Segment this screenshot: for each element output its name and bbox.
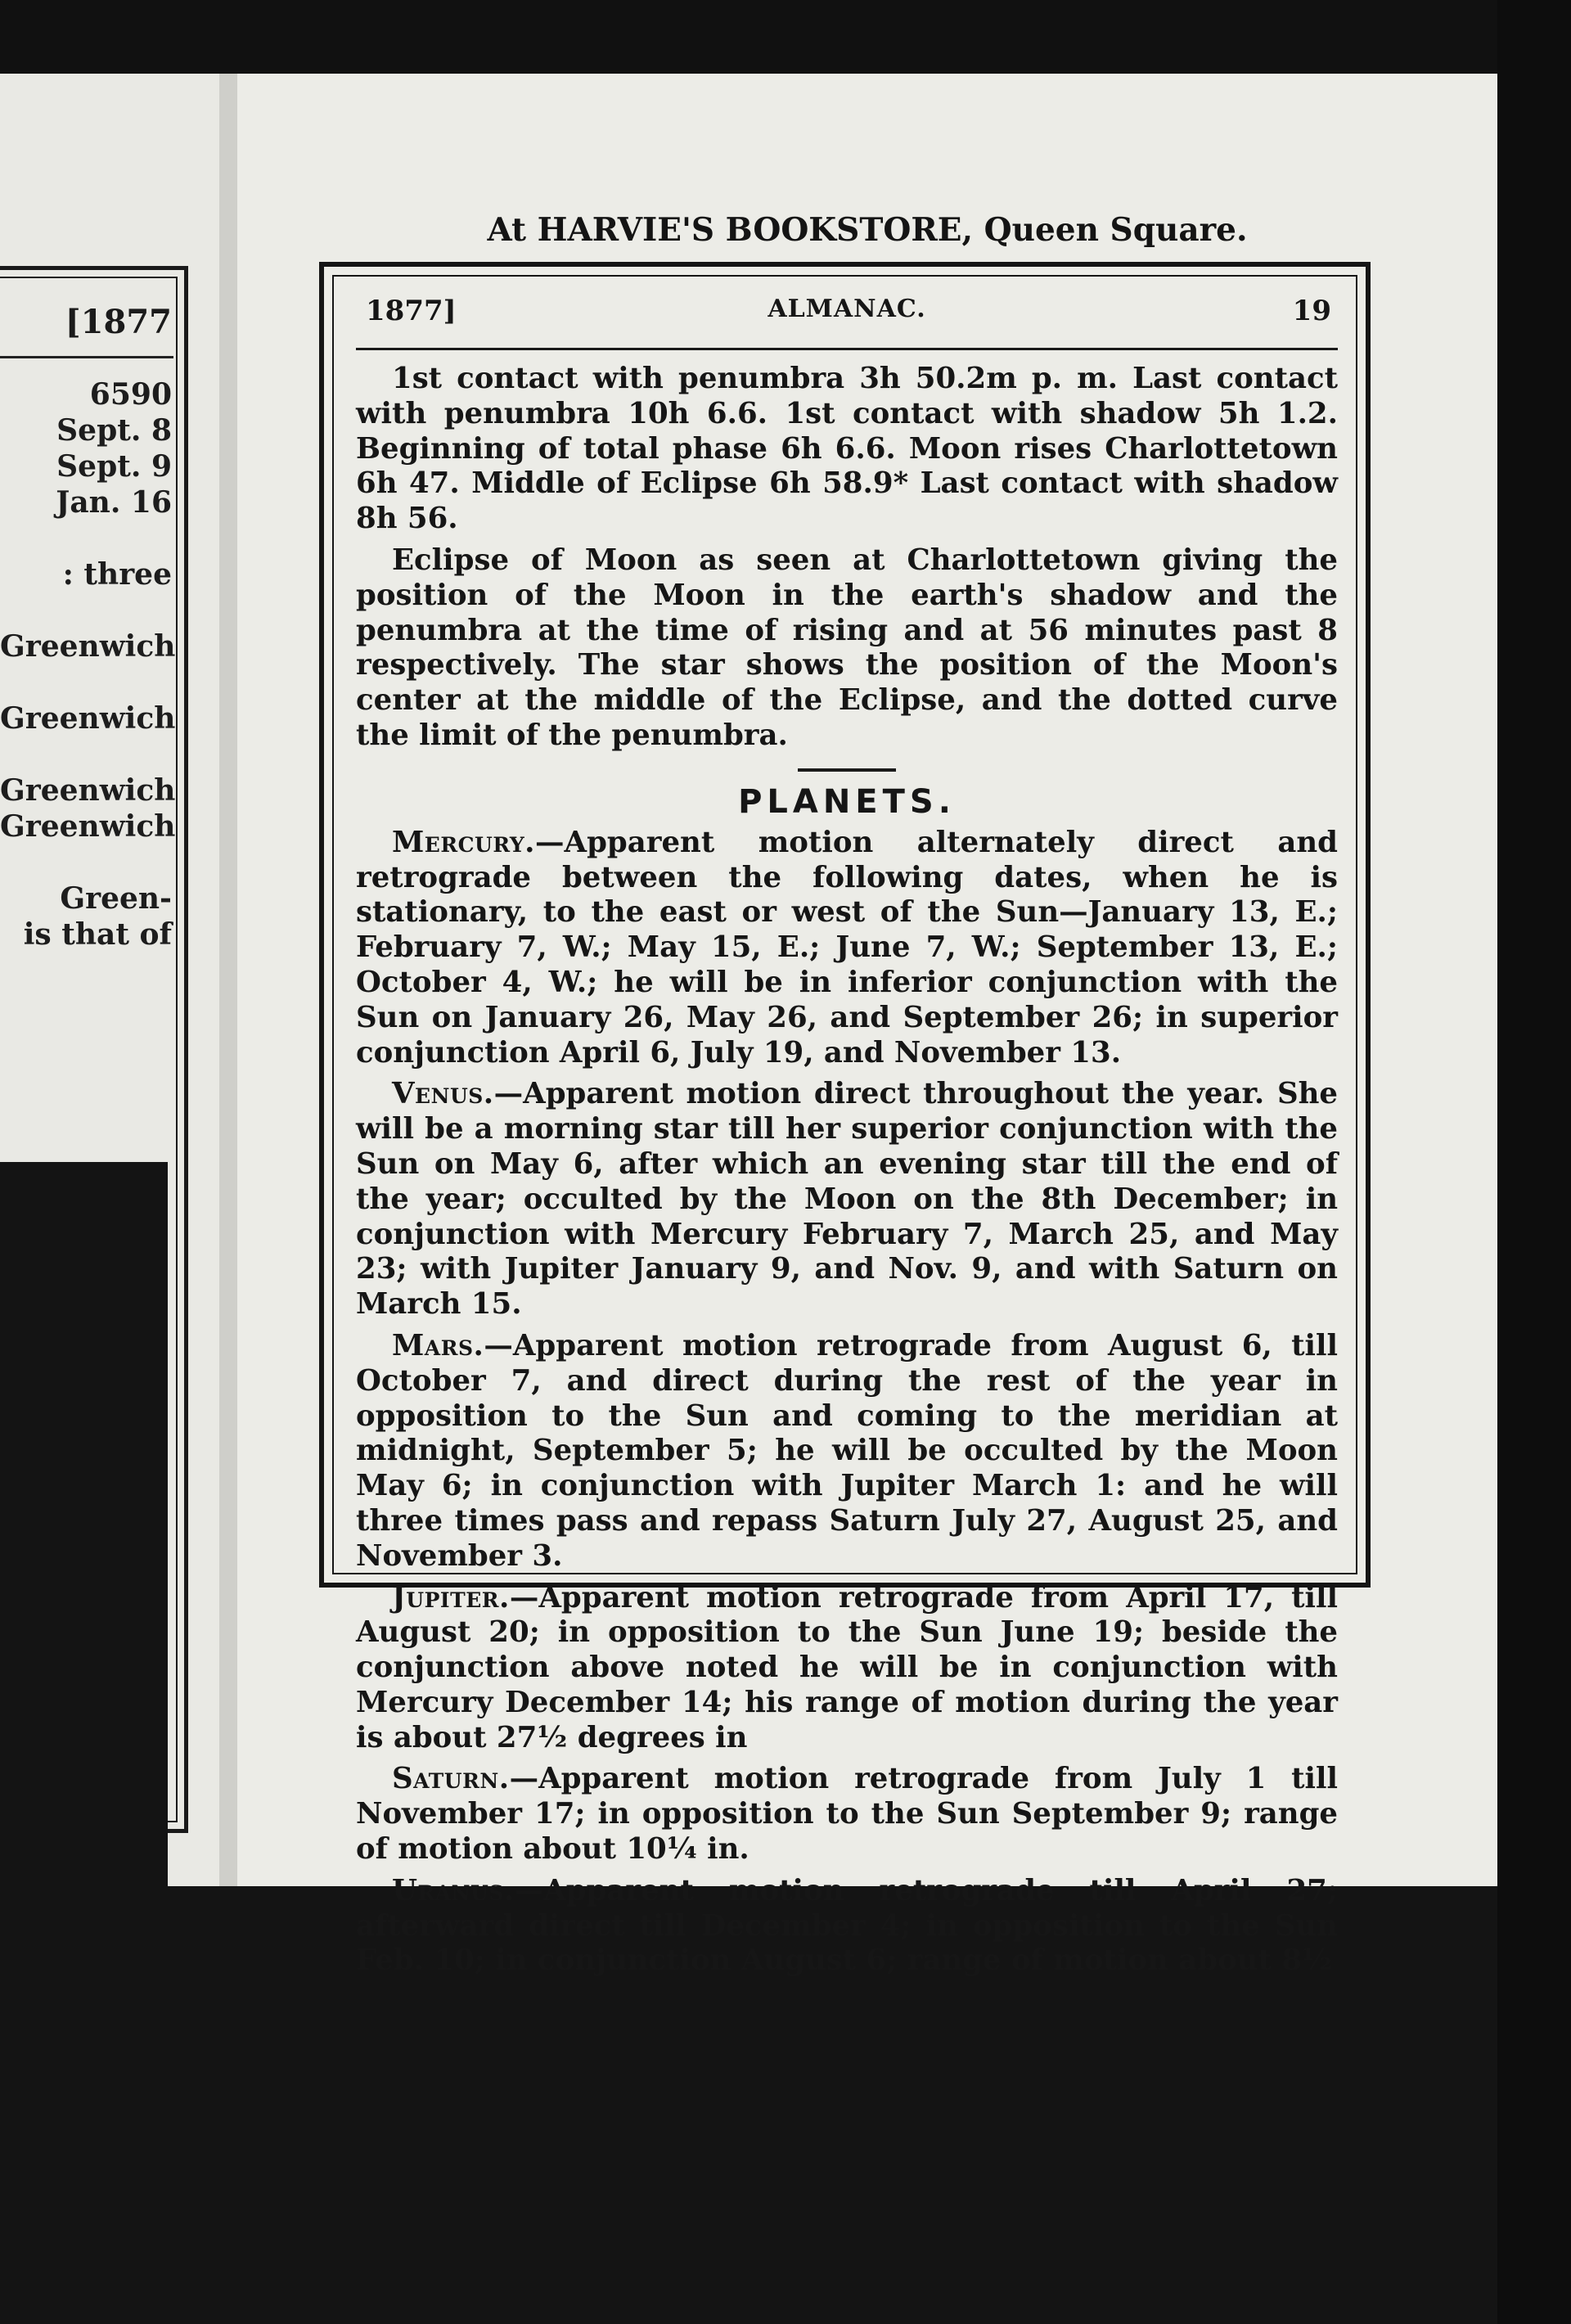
previous-page-line: : three [62, 557, 172, 592]
previous-page-line: is that of [23, 917, 172, 952]
planet-paragraph-jupiter [356, 1581, 1338, 1756]
page-header [356, 295, 1338, 340]
section-title: PLANETS. [738, 782, 956, 821]
page-title: ALMANAC. [767, 295, 926, 323]
header-rule [356, 348, 1338, 350]
planet-name: Mercury. [392, 825, 536, 859]
planet-text: —Apparent motion alternately direct and retrograde between the following dates, when he is stationary, to the east or west of the Sun—January 13, E.; February 7, W.; May 15, E.; June 7, W.; September 13, E.; October 4, W.; he will be in inferior conjunction with the Sun on January 26, May 26, and September 26; in superior conjunction April 6, July 19, and November 13. [356, 825, 1338, 1070]
previous-page-line: Greenwich [0, 809, 176, 844]
previous-page-line: Jan. 16 [56, 485, 172, 520]
previous-page-line: Green- [60, 881, 172, 916]
page-content [356, 295, 1338, 1985]
previous-page-line: 6590 [89, 377, 172, 412]
planet-name: Uranus. [392, 1873, 515, 1907]
planet-text: —Apparent motion retrograde till April 27; afterward direct till December 4; in opposition to the Sun Feb. 10; in conjunction August 6; range of motion about 8½ [356, 1873, 1338, 1978]
previous-page-line: Greenwich [0, 773, 176, 808]
planet-paragraph-uranus [356, 1874, 1338, 1979]
planet-paragraph-mars [356, 1329, 1338, 1574]
previous-page-sliver [0, 74, 225, 1886]
previous-page-line [0, 592, 172, 628]
planet-text: —Apparent motion retrograde from August 6, till October 7, and direct during the rest of the year in opposition to the Sun and coming to the meridian at midnight, September 5; he will be occulted by the Moon May 6; in conjunction with Jupiter March 1: and he will three times pass and repass Saturn July 27, August 25, and November 3. [356, 1328, 1338, 1573]
previous-page-rule [0, 356, 173, 358]
previous-page-line: Greenwich [0, 701, 176, 736]
previous-page-line: Greenwich [0, 629, 176, 664]
section-separator [798, 768, 896, 772]
eclipse-contacts-paragraph: 1st contact with penumbra 3h 50.2m p. m. Last contact with penumbra 10h 6.6. 1st contact with shadow 5h 1.2. Beginning of total phase 6h 6.6. Moon rises Charlottetown 6h 47. Middle of Eclipse 6h 58.9* Last contact with shadow 8h 56. [356, 362, 1338, 536]
planet-paragraph-venus [356, 1077, 1338, 1322]
planet-name: Venus. [392, 1077, 494, 1111]
planet-paragraph-mercury [356, 826, 1338, 1071]
planet-text: —Apparent motion retrograde from April 17, till August 20; in opposition to the Sun June 19; beside the conjunction above noted he will be in conjunction with Mercury December 14; his range of motion during the year is about 27½ degrees in [356, 1580, 1338, 1754]
previous-page-line: Sept. 8 [56, 413, 172, 448]
page-year: 1877] [366, 295, 457, 327]
previous-page-header: [1877 [65, 303, 172, 341]
page-number: 19 [1292, 295, 1331, 327]
planet-text: —Apparent motion direct throughout the year. She will be a morning star till her superior conjunction with the Sun on May 6, after which an evening star till the end of the year; occulted by the Moon on the 8th December; in conjunction with Mercury February 7, March 25, and May 23; with Jupiter January 9, and Nov. 9, and with Saturn on March 15. [356, 1077, 1338, 1322]
almanac-page [237, 74, 1497, 1978]
page-gutter [219, 74, 237, 1886]
previous-page-line [0, 520, 172, 556]
film-border-right [1497, 0, 1571, 2324]
planet-paragraph-saturn [356, 1762, 1338, 1867]
previous-page-line [0, 664, 172, 700]
planet-name: Mars. [392, 1328, 484, 1362]
planet-name: Jupiter. [392, 1580, 510, 1615]
previous-page-line: Sept. 9 [56, 449, 172, 484]
running-head: At HARVIE'S BOOKSTORE, Queen Square. [487, 211, 1248, 249]
previous-page-line [0, 736, 172, 772]
previous-page-lines [0, 376, 176, 953]
planet-name: Saturn. [392, 1762, 510, 1796]
eclipse-description-paragraph: Eclipse of Moon as seen at Charlottetown giving the position of the Moon in the earth's shadow and the penumbra at the time of rising and at 56 minutes past 8 respectively. The star shows the position of the Moon's center at the middle of the Eclipse, and the dotted curve the limit of the penumbra. [356, 543, 1338, 752]
planet-text: —Apparent motion retrograde from July 1 till November 17; in opposition to the Sun September 9; range of motion about 10¼ in. [356, 1762, 1338, 1867]
previous-page-line [0, 844, 172, 881]
previous-page-dark-figure [0, 1162, 168, 1886]
